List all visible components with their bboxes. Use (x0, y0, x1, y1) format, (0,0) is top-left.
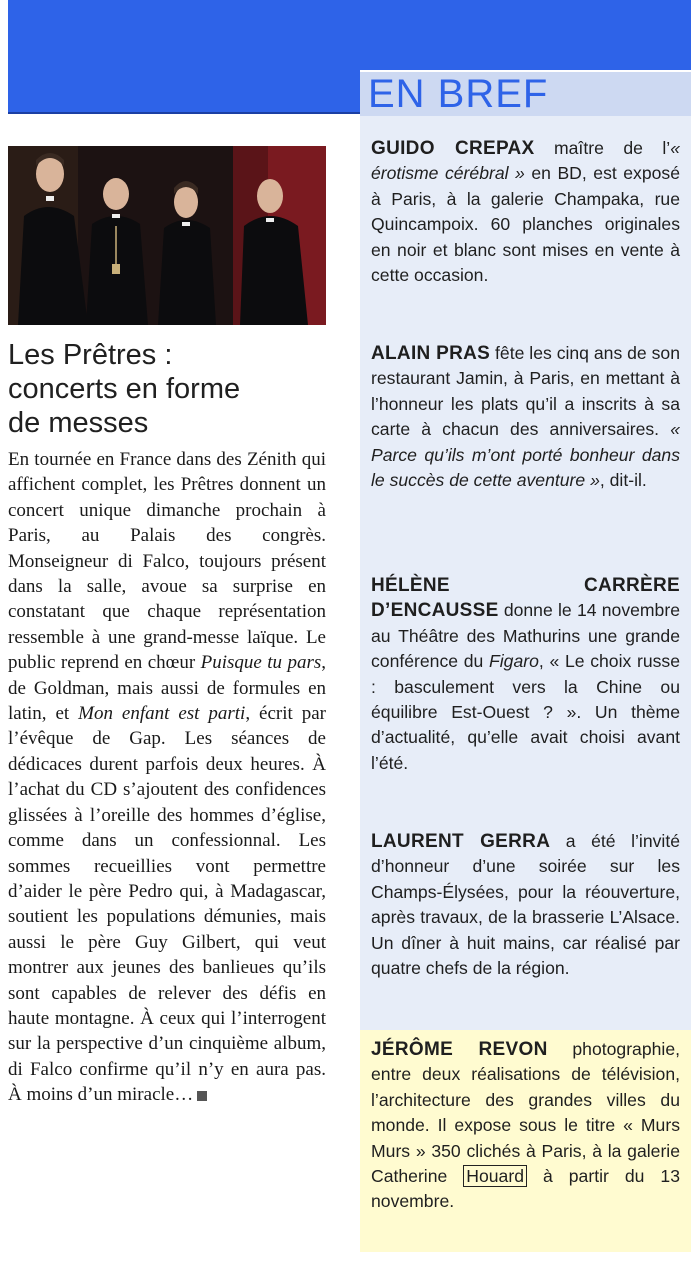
brief-text: a été l’invité d’honneur d’une soirée sur les Champs-Élysées, pour la réouverture, après travaux, de la brasserie L’Alsace. Un dîner à huit mains, car réalisé par quatre chefs de la région. (371, 831, 680, 979)
article-headline (8, 338, 338, 440)
body-part-2: , de Goldman, mais aussi de formules en latin, et (8, 652, 326, 725)
article-photo (8, 146, 326, 325)
brief-name: GUIDO CREPAX (371, 138, 535, 159)
section-heading: EN BREF (368, 72, 549, 116)
brief-italic: « Parce qu’ils m’ont porté bonheur dans le succès de cette aventure » (371, 419, 680, 491)
brief-item-gerra (371, 829, 680, 981)
headline-line-1: Les Prêtres : (8, 339, 173, 371)
brief-item-pras (371, 341, 680, 493)
brief-name: JÉRÔME REVON (371, 1039, 548, 1060)
headline-line-2: concerts en forme (8, 373, 241, 405)
boxed-word: Houard (463, 1165, 527, 1187)
en-bref-header (360, 70, 691, 116)
end-mark-icon (197, 1091, 207, 1101)
brief-name: ALAIN PRAS (371, 343, 491, 364)
brief-text: en BD, est exposé à Paris, à la galerie Champaka, rue Quincampoix. 60 planches originales en noir et blanc sont mises en vente à cette occasion. (371, 163, 680, 286)
brief-text: fête les cinq ans de son restaurant Jamin, à Paris, en mettant à l’honneur les plats qu’il a inscrits à sa carte à chacun des anniversaires. (371, 343, 680, 440)
brief-text: à partir du 13 novembre. (371, 1166, 680, 1212)
song-title-1: Puisque tu pars (200, 652, 322, 674)
brief-item-carrere (371, 573, 680, 776)
brief-item-revon (371, 1037, 680, 1215)
brief-text: donne le 14 novembre au Théâtre des Mathurins une grande conférence du (371, 600, 680, 672)
brief-item-crepax (371, 136, 680, 288)
brief-italic: « érotisme cérébral » (371, 138, 680, 184)
brief-text: , dit-il. (599, 470, 647, 491)
top-rule (8, 112, 360, 114)
article-body (8, 447, 326, 1108)
brief-text: , « Le choix russe : basculement vers la Chine ou équilibre Est-Ouest ? ». Un thème d’actualité, qu’elle avait choisi avant l’été. (371, 651, 680, 773)
headline-line-3: de messes (8, 407, 149, 439)
brief-italic: Figaro (489, 651, 539, 672)
brief-name: LAURENT GERRA (371, 831, 551, 852)
brief-name: HÉLÈNE CARRÈRE D’ENCAUSSE (371, 575, 680, 622)
body-part-1: En tournée en France dans des Zénith qui affichent complet, les Prêtres donnent un concert unique dimanche prochain à Paris, au Palais des congrès. Monseigneur di Falco, toujours présent dans la salle, avoue sa surprise en constatant que chaque représentation ressemble à une grand-messe laïque. Le public reprend en chœur (8, 449, 326, 674)
brief-text: maître de l’ (534, 138, 671, 158)
brief-text: photographie, entre deux réalisations de télévision, l’architecture des grandes villes du monde. Il expose sous le titre « Murs Murs » 350 clichés à Paris, à la galerie Catherine (371, 1039, 680, 1187)
song-title-2: Mon enfant est parti (78, 703, 246, 725)
body-part-3: , écrit par l’évêque de Gap. Les séances de dédicaces durent parfois deux heures. À l’achat du CD s’ajoutent des confidences glissées à l’oreille des hommes d’église, comme dans un confessionnal. Les sommes recueillies vont permettre d’aider le père Pedro qui, à Madagascar, soutient les populations démunies, mais aussi le père Guy Gilbert, qui veut montrer aux jeunes des banlieues qu’ils sont capables de relever des défis en haute montagne. À ceux qui l’interrogent sur la perspective d’un cinquième album, di Falco confirme qu’il n’y en aura pas. À moins d’un miracle… (8, 703, 326, 1106)
